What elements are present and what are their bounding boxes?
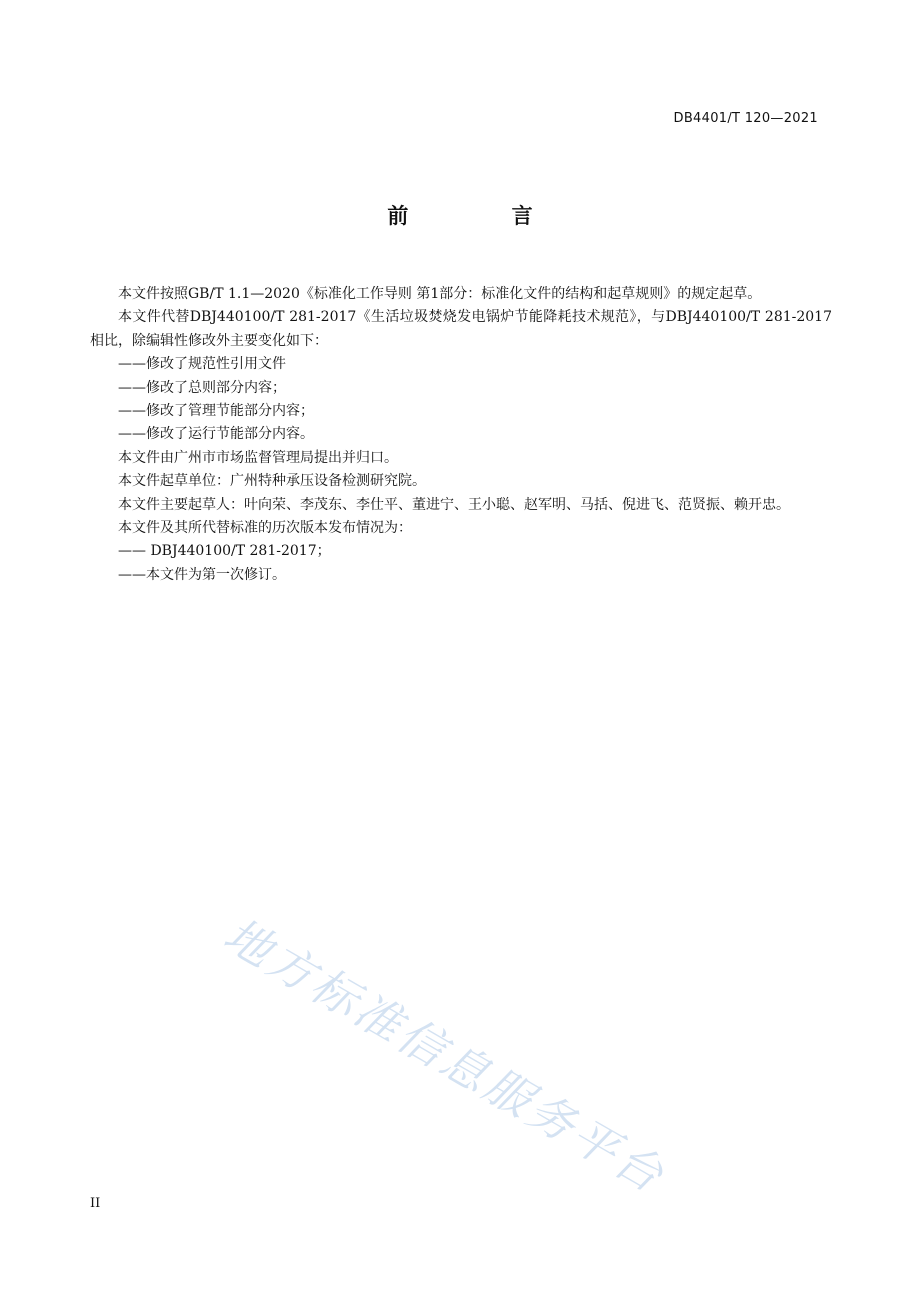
- paragraph: 本文件由广州市市场监督管理局提出并归口。: [118, 449, 398, 466]
- document-code: DB4401/T 120—2021: [673, 111, 818, 126]
- paragraph: 本文件代替DBJ440100/T 281-2017《生活垃圾焚烧发电锅炉节能降耗技术规范》，与DBJ440100/T 281-2017相比，除编辑性修改外主要变化如下：: [90, 309, 832, 349]
- watermark: 地方标准信息服务平台: [215, 907, 676, 1204]
- change-item: ——修改了规范性引用文件: [118, 356, 286, 373]
- paragraph: 本文件主要起草人：叶向荣、李茂东、李仕平、董进宁、王小聪、赵军明、马括、倪进飞、范贤振、赖开忠。: [118, 496, 790, 513]
- change-item: ——修改了总则部分内容；: [118, 379, 286, 396]
- paragraph: 本文件起草单位：广州特种承压设备检测研究院。: [118, 473, 426, 490]
- page-number: II: [90, 1196, 101, 1211]
- paragraph: 本文件按照GB/T 1.1—2020《标准化工作导则 第1部分：标准化文件的结构和起草规则》的规定起草。: [118, 286, 762, 302]
- change-item: ——修改了管理节能部分内容；: [118, 403, 314, 420]
- page-title: 前 言: [387, 204, 581, 228]
- change-item: ——修改了运行节能部分内容。: [118, 426, 314, 443]
- version-item: —— DBJ440100/T 281-2017；: [118, 543, 331, 560]
- paragraph: 本文件及其所代替标准的历次版本发布情况为：: [118, 520, 412, 537]
- version-item: ——本文件为第一次修订。: [118, 566, 286, 583]
- foreword-body: [90, 283, 832, 587]
